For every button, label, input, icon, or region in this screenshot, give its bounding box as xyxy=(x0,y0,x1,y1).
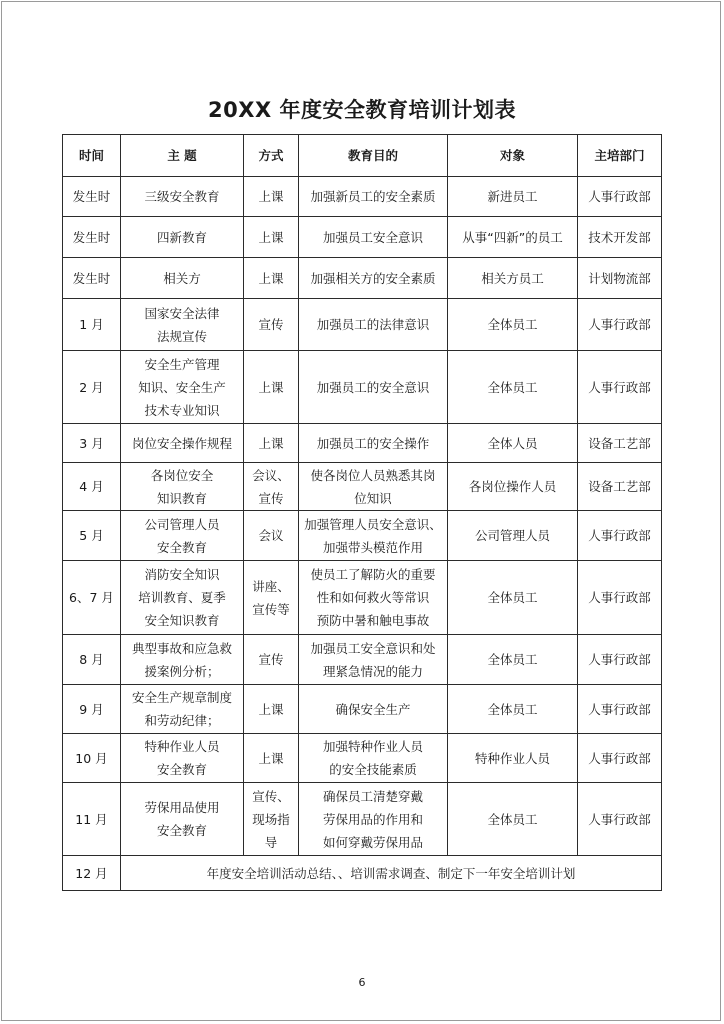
cell-method: 上课 xyxy=(244,217,299,258)
cell-audience: 全体员工 xyxy=(448,351,578,424)
cell-audience: 全体员工 xyxy=(448,635,578,685)
table-row xyxy=(63,217,662,258)
cell-topic: 安全生产管理 知识、安全生产 技术专业知识 xyxy=(121,351,244,424)
cell-method: 宣传 xyxy=(244,299,299,351)
cell-method: 会议、 宣传 xyxy=(244,463,299,511)
cell-time: 发生时 xyxy=(63,258,121,299)
cell-topic: 劳保用品使用 安全教育 xyxy=(121,783,244,856)
training-plan-table xyxy=(62,134,662,891)
cell-method: 讲座、 宣传等 xyxy=(244,561,299,635)
cell-department: 人事行政部 xyxy=(578,299,662,351)
cell-audience: 公司管理人员 xyxy=(448,511,578,561)
cell-department: 人事行政部 xyxy=(578,783,662,856)
cell-method: 上课 xyxy=(244,177,299,217)
cell-summary: 年度安全培训活动总结、、培训需求调查、制定下一年安全培训计划 xyxy=(121,856,662,891)
cell-department: 设备工艺部 xyxy=(578,463,662,511)
table-row xyxy=(63,685,662,734)
cell-department: 人事行政部 xyxy=(578,685,662,734)
cell-topic: 岗位安全操作规程 xyxy=(121,424,244,463)
cell-time: 5 月 xyxy=(63,511,121,561)
cell-purpose: 使员工了解防火的重要 性和如何救火等常识 预防中暑和触电事故 xyxy=(299,561,448,635)
header-time: 时间 xyxy=(63,135,121,177)
cell-topic: 特种作业人员 安全教育 xyxy=(121,734,244,783)
cell-method: 上课 xyxy=(244,685,299,734)
table-row xyxy=(63,299,662,351)
cell-purpose: 加强特种作业人员 的安全技能素质 xyxy=(299,734,448,783)
cell-method: 宣传 xyxy=(244,635,299,685)
cell-department: 人事行政部 xyxy=(578,351,662,424)
table-row xyxy=(63,635,662,685)
cell-time: 12 月 xyxy=(63,856,121,891)
cell-audience: 全体员工 xyxy=(448,561,578,635)
cell-purpose: 加强员工安全意识 xyxy=(299,217,448,258)
cell-method: 上课 xyxy=(244,424,299,463)
table-row xyxy=(63,511,662,561)
cell-purpose: 加强员工的安全操作 xyxy=(299,424,448,463)
cell-time: 发生时 xyxy=(63,177,121,217)
table-row xyxy=(63,783,662,856)
cell-method: 上课 xyxy=(244,351,299,424)
cell-topic: 各岗位安全 知识教育 xyxy=(121,463,244,511)
page-number: 6 xyxy=(358,976,366,989)
cell-department: 技术开发部 xyxy=(578,217,662,258)
cell-purpose: 加强相关方的安全素质 xyxy=(299,258,448,299)
cell-time: 9 月 xyxy=(63,685,121,734)
cell-method: 宣传、 现场指 导 xyxy=(244,783,299,856)
cell-time: 1 月 xyxy=(63,299,121,351)
cell-time: 4 月 xyxy=(63,463,121,511)
cell-time: 2 月 xyxy=(63,351,121,424)
cell-audience: 全体员工 xyxy=(448,299,578,351)
cell-audience: 各岗位操作人员 xyxy=(448,463,578,511)
cell-time: 8 月 xyxy=(63,635,121,685)
cell-audience: 特种作业人员 xyxy=(448,734,578,783)
cell-department: 计划物流部 xyxy=(578,258,662,299)
table-row xyxy=(63,424,662,463)
cell-department: 设备工艺部 xyxy=(578,424,662,463)
cell-topic: 安全生产规章制度 和劳动纪律； xyxy=(121,685,244,734)
table-row-summary xyxy=(63,856,662,891)
cell-department: 人事行政部 xyxy=(578,511,662,561)
cell-audience: 相关方员工 xyxy=(448,258,578,299)
cell-department: 人事行政部 xyxy=(578,734,662,783)
cell-department: 人事行政部 xyxy=(578,635,662,685)
cell-method: 会议 xyxy=(244,511,299,561)
cell-purpose: 加强员工安全意识和处 理紧急情况的能力 xyxy=(299,635,448,685)
header-department: 主培部门 xyxy=(578,135,662,177)
header-method: 方式 xyxy=(244,135,299,177)
cell-audience: 从事“四新”的员工 xyxy=(448,217,578,258)
table-row xyxy=(63,258,662,299)
cell-purpose: 加强员工的安全意识 xyxy=(299,351,448,424)
cell-audience: 新进员工 xyxy=(448,177,578,217)
cell-audience: 全体员工 xyxy=(448,783,578,856)
cell-time: 3 月 xyxy=(63,424,121,463)
cell-purpose: 确保安全生产 xyxy=(299,685,448,734)
cell-purpose: 确保员工清楚穿戴 劳保用品的作用和 如何穿戴劳保用品 xyxy=(299,783,448,856)
cell-purpose: 加强员工的法律意识 xyxy=(299,299,448,351)
page-title: 20XX 年度安全教育培训计划表 xyxy=(208,98,516,122)
header-purpose: 教育目的 xyxy=(299,135,448,177)
cell-audience: 全体人员 xyxy=(448,424,578,463)
cell-time: 11 月 xyxy=(63,783,121,856)
cell-department: 人事行政部 xyxy=(578,561,662,635)
table-row xyxy=(63,177,662,217)
cell-topic: 国家安全法律 法规宣传 xyxy=(121,299,244,351)
table-row xyxy=(63,351,662,424)
cell-topic: 四新教育 xyxy=(121,217,244,258)
cell-topic: 公司管理人员 安全教育 xyxy=(121,511,244,561)
cell-purpose: 使各岗位人员熟悉其岗 位知识 xyxy=(299,463,448,511)
table-header-row xyxy=(63,135,662,177)
cell-topic: 消防安全知识 培训教育、夏季 安全知识教育 xyxy=(121,561,244,635)
table-row xyxy=(63,463,662,511)
cell-method: 上课 xyxy=(244,258,299,299)
header-audience: 对象 xyxy=(448,135,578,177)
cell-method: 上课 xyxy=(244,734,299,783)
cell-audience: 全体员工 xyxy=(448,685,578,734)
cell-time: 10 月 xyxy=(63,734,121,783)
cell-purpose: 加强管理人员安全意识、 加强带头模范作用 xyxy=(299,511,448,561)
table-row xyxy=(63,561,662,635)
header-topic: 主 题 xyxy=(121,135,244,177)
table-row xyxy=(63,734,662,783)
cell-topic: 三级安全教育 xyxy=(121,177,244,217)
cell-purpose: 加强新员工的安全素质 xyxy=(299,177,448,217)
cell-time: 发生时 xyxy=(63,217,121,258)
cell-time: 6、7 月 xyxy=(63,561,121,635)
cell-topic: 典型事故和应急救 援案例分析； xyxy=(121,635,244,685)
cell-topic: 相关方 xyxy=(121,258,244,299)
cell-department: 人事行政部 xyxy=(578,177,662,217)
